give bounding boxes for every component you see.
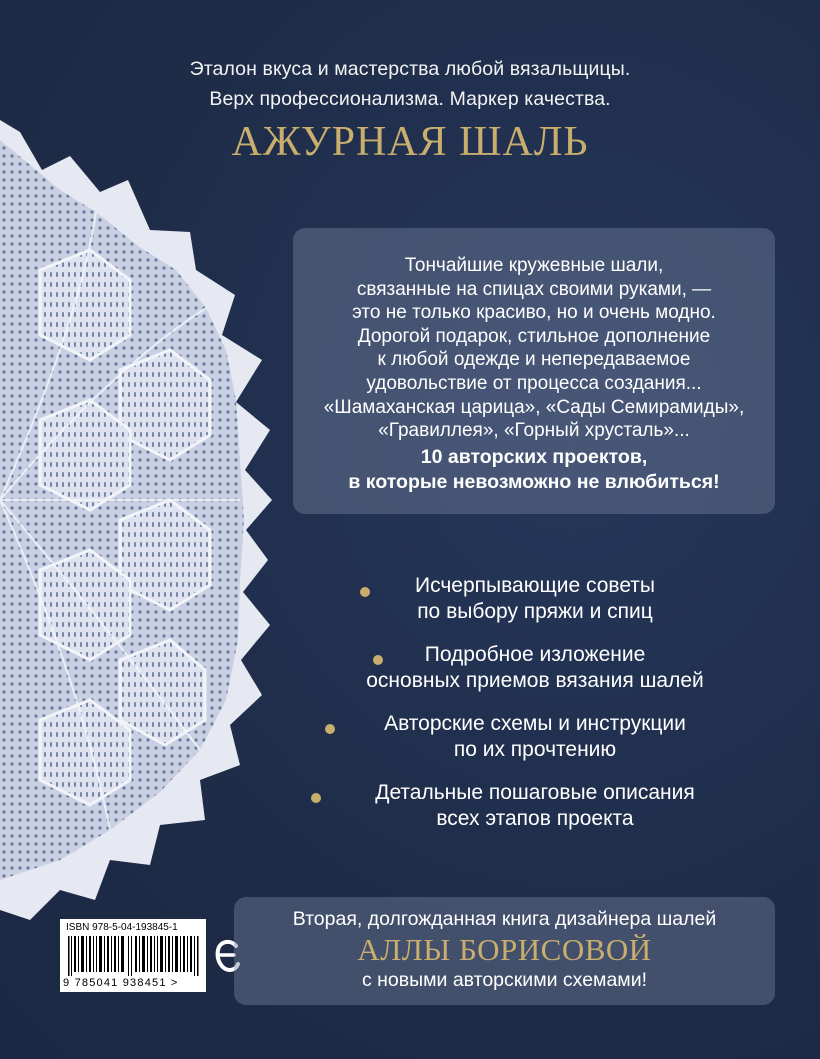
feature-line: по выбору пряжи и спиц: [417, 600, 653, 623]
description-line: к любой одежде и непередаваемое: [377, 349, 691, 371]
description-line: связанные на спицах своими руками, —: [356, 278, 712, 300]
isbn-barcode: [60, 919, 206, 992]
highlight-line: 10 авторских проектов,: [420, 446, 648, 468]
barcode-bars: [66, 936, 200, 976]
description-line: «Гравиллея», «Горный хрусталь»...: [378, 420, 690, 442]
description-panel: [293, 228, 775, 514]
tagline-line-1: Эталон вкуса и мастерства любой вязальщицы.: [189, 58, 631, 80]
feature-item: [300, 642, 770, 694]
feature-item: [300, 573, 770, 625]
description-line: Дорогой подарок, стильное дополнение: [357, 325, 711, 347]
feature-line: Авторские схемы и инструкции: [384, 712, 686, 735]
author-text: [234, 907, 775, 993]
highlight-line: в которые невозможно не влюбиться!: [348, 471, 720, 493]
feature-item: [300, 780, 770, 832]
description-line: «Шамаханская царица», «Сады Семирамиды»,: [323, 396, 745, 418]
feature-line: Исчерпывающие советы: [414, 574, 656, 597]
ean-number: 9 785041 938451 >: [63, 977, 179, 989]
description-line: Тончайшие кружевные шали,: [404, 255, 664, 276]
feature-line: Детальные пошаговые описания: [375, 781, 695, 804]
feature-line: по их прочтению: [453, 738, 617, 761]
description-highlight: [293, 445, 775, 495]
description-text: [293, 254, 775, 443]
tagline-line-2: Верх профессионализма. Маркер качества.: [209, 88, 611, 110]
feature-line: Подробное изложение: [424, 643, 646, 666]
feature-line: всех этапов проекта: [436, 807, 634, 830]
book-title: АЖУРНАЯ ШАЛЬ: [231, 119, 589, 165]
author-name: АЛЛЫ БОРИСОВОЙ: [357, 932, 652, 967]
description-line: удовольствие от процесса создания...: [366, 372, 702, 394]
author-panel: [234, 897, 775, 1005]
feature-line: основных приемов вязания шалей: [366, 669, 704, 692]
author-outro: с новыми авторскими схемами!: [361, 969, 648, 991]
lace-shawl-image: [0, 120, 280, 930]
description-line: это не только красиво, но и очень модно.: [352, 302, 716, 324]
feature-item: [300, 711, 770, 763]
author-intro: Вторая, долгожданная книга дизайнера шалей: [292, 908, 717, 930]
isbn-number: ISBN 978-5-04-193845-1: [66, 922, 178, 933]
